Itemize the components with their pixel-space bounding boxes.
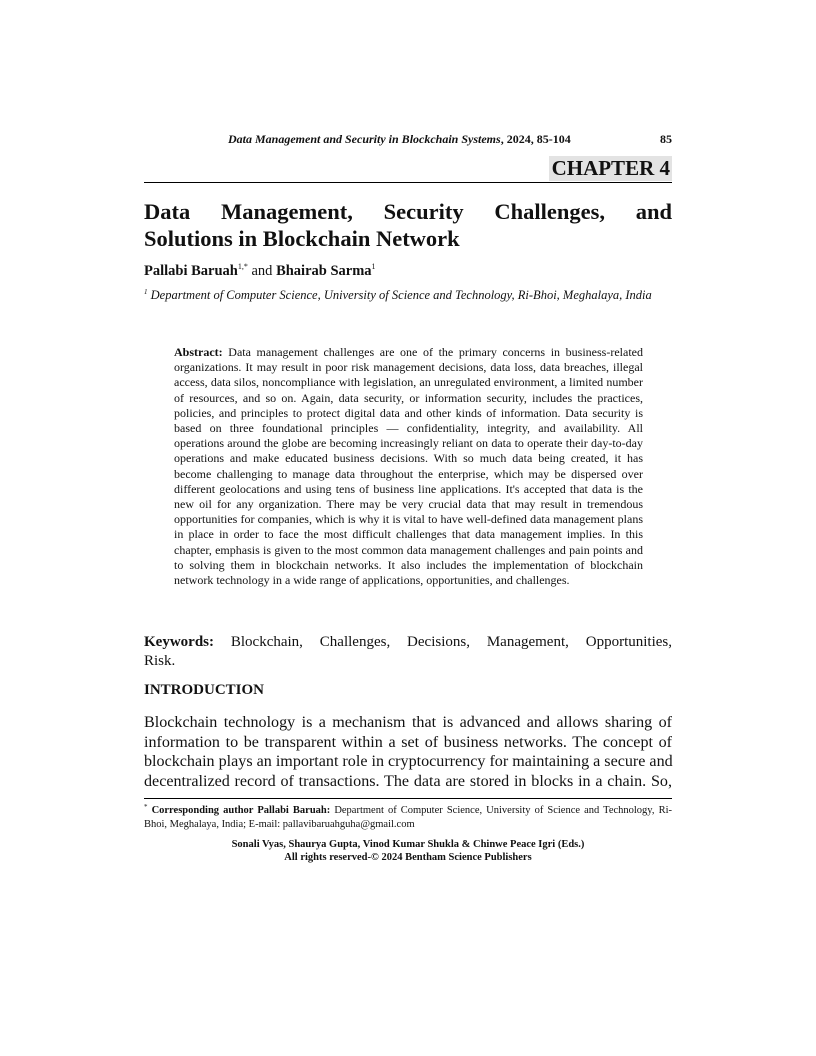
footnote: [144, 801, 672, 831]
section-heading-introduction: INTRODUCTION: [144, 682, 265, 698]
page-number: 85: [660, 132, 672, 146]
chapter-title-line-1: Data Management, Security Challenges, and: [144, 199, 672, 224]
author-1: Pallabi Baruah: [144, 263, 238, 279]
footnote-text: Department of Computer Science, University of Science and Technology, Ri-Bhoi, Meghalaya, India; E-mail: pallavibaruahguha@gmail.com: [144, 805, 672, 830]
affiliation-text: Department of Computer Science, University of Science and Technology, Ri-Bhoi, Meghalaya, India: [147, 288, 652, 302]
paragraph-line: decentralized record of transactions. The data are stored in blocks in a chain. So,: [144, 772, 672, 790]
keywords: [144, 633, 672, 671]
journal-details: , 2024, 85-104: [500, 132, 571, 146]
author-conjunction: and: [247, 263, 277, 279]
chapter-title-line-2: Solutions in Blockchain Network: [144, 226, 460, 251]
rights-line: All rights reserved-© 2024 Bentham Science Publishers: [284, 852, 532, 863]
chapter-label: CHAPTER 4: [549, 156, 672, 181]
keywords-label: Keywords:: [144, 634, 214, 650]
keywords-line-1: [144, 633, 672, 652]
authors: [144, 262, 376, 280]
abstract-label: Abstract:: [174, 345, 223, 359]
paragraph-line: information to be transparent within a set of business networks. The concept of: [144, 733, 672, 751]
introduction-paragraph: [144, 713, 672, 791]
paragraph-line: blockchain plays an important role in cryptocurrency for maintaining a secure and: [144, 753, 673, 771]
footnote-marker: *: [144, 803, 148, 811]
footnote-divider: [144, 798, 672, 799]
affiliation-marker: 1: [144, 288, 148, 296]
chapter-title: [144, 198, 672, 252]
paragraph-line: Blockchain technology is a mechanism that is advanced and allows sharing of: [144, 714, 672, 731]
author-1-marker: 1,*: [237, 262, 248, 271]
abstract-text: Data management challenges are one of the primary concerns in business-related organizations. It may result in poor risk management decisions, data loss, data breaches, illegal access, data silos, noncompliance with legislation, an unregulated environment, a limited number of resources, and so on. Again, data security, or information security, includes the practices, policies, and principles to protect digital data and other kinds of information. Data security is based on three foundational principles — confidentiality, integrity, and availability. All operations around the globe are becoming increasingly reliant on data to operate their day-to-day operations and make educated business decisions. With so much data being created, it has become challenging to manage data throughout the enterprise, which may be dispersed over different geolocations and using tens of business line applications. It's accepted that data is the new oil for any organization. There may be very crucial data that may result in tremendous opportunities for companies, which is why it is vital to have well-defined data management plans in place in order to face the most difficult challenges that data management implies. In this chapter, emphasis is given to the most common data management challenges and pain points and to solving them in blockchain networks. It also includes the implementation of blockchain network technology in a wide range of applications, opportunities, and challenges.: [174, 345, 643, 588]
keywords-line-2: Risk.: [144, 653, 176, 669]
affiliation: [144, 285, 672, 304]
editors-line: Sonali Vyas, Shaurya Gupta, Vinod Kumar Shukla & Chinwe Peace Igri (Eds.): [231, 839, 585, 850]
chapter-header: [144, 154, 672, 183]
author-2: Bhairab Sarma: [276, 263, 372, 279]
journal-title: [228, 132, 571, 147]
abstract: [174, 345, 643, 588]
footnote-label: Corresponding author Pallabi Baruah:: [147, 805, 331, 816]
journal-name: Data Management and Security in Blockchain Systems: [228, 132, 501, 146]
publisher-info: [144, 838, 672, 864]
keywords-list: Blockchain, Challenges, Decisions, Management, Opportunities,: [214, 634, 672, 650]
author-2-marker: 1: [371, 262, 376, 271]
